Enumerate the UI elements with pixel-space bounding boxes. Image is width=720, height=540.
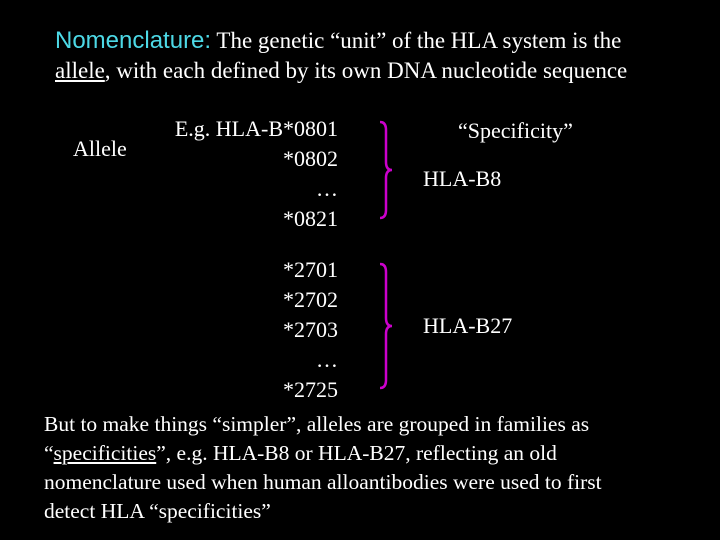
bottom-line-2-text: ”, e.g. HLA-B8 or HLA-B27, reflecting an old	[156, 441, 557, 465]
bottom-line-4: detect HLA “specificities”	[44, 499, 271, 523]
title-line-1-text: The genetic “unit” of the HLA system is the	[211, 28, 622, 53]
allele-item: *2702	[283, 287, 338, 312]
title-keyword: Nomenclature:	[55, 27, 212, 54]
bottom-line-2-quote: “	[44, 441, 54, 465]
title-line-1	[55, 26, 621, 56]
specificity-header: “Specificity”	[458, 118, 573, 143]
specificity-b8: HLA-B8	[423, 166, 502, 191]
allele-item: *2703	[283, 317, 338, 342]
allele-group-b27	[283, 255, 338, 405]
allele-item: *0802	[283, 146, 338, 171]
allele-item: *2701	[283, 257, 338, 282]
title-line-2-text: , with each defined by its own DNA nucleotide sequence	[104, 58, 628, 83]
title-allele-word: allele	[55, 58, 105, 83]
allele-label: Allele	[73, 136, 127, 161]
allele-item: E.g. HLA-B*0801	[174, 116, 338, 141]
specificity-b27: HLA-B27	[423, 313, 513, 338]
bottom-paragraph	[44, 410, 684, 526]
bottom-line-2	[44, 439, 684, 468]
allele-group-b8	[175, 114, 338, 234]
bottom-line-1: But to make things “simpler”, alleles are grouped in families as	[44, 412, 590, 436]
bottom-specificities-word: specificities	[53, 441, 157, 465]
allele-item: *0821	[283, 206, 338, 231]
title-line-2	[55, 56, 627, 86]
bottom-line-3: nomenclature used when human alloantibodies were used to first	[44, 470, 602, 494]
brace-b8-icon	[376, 120, 396, 220]
allele-item: …	[316, 176, 338, 201]
allele-item: …	[316, 347, 338, 372]
brace-b27-icon	[376, 262, 396, 390]
allele-item: *2725	[283, 377, 338, 402]
